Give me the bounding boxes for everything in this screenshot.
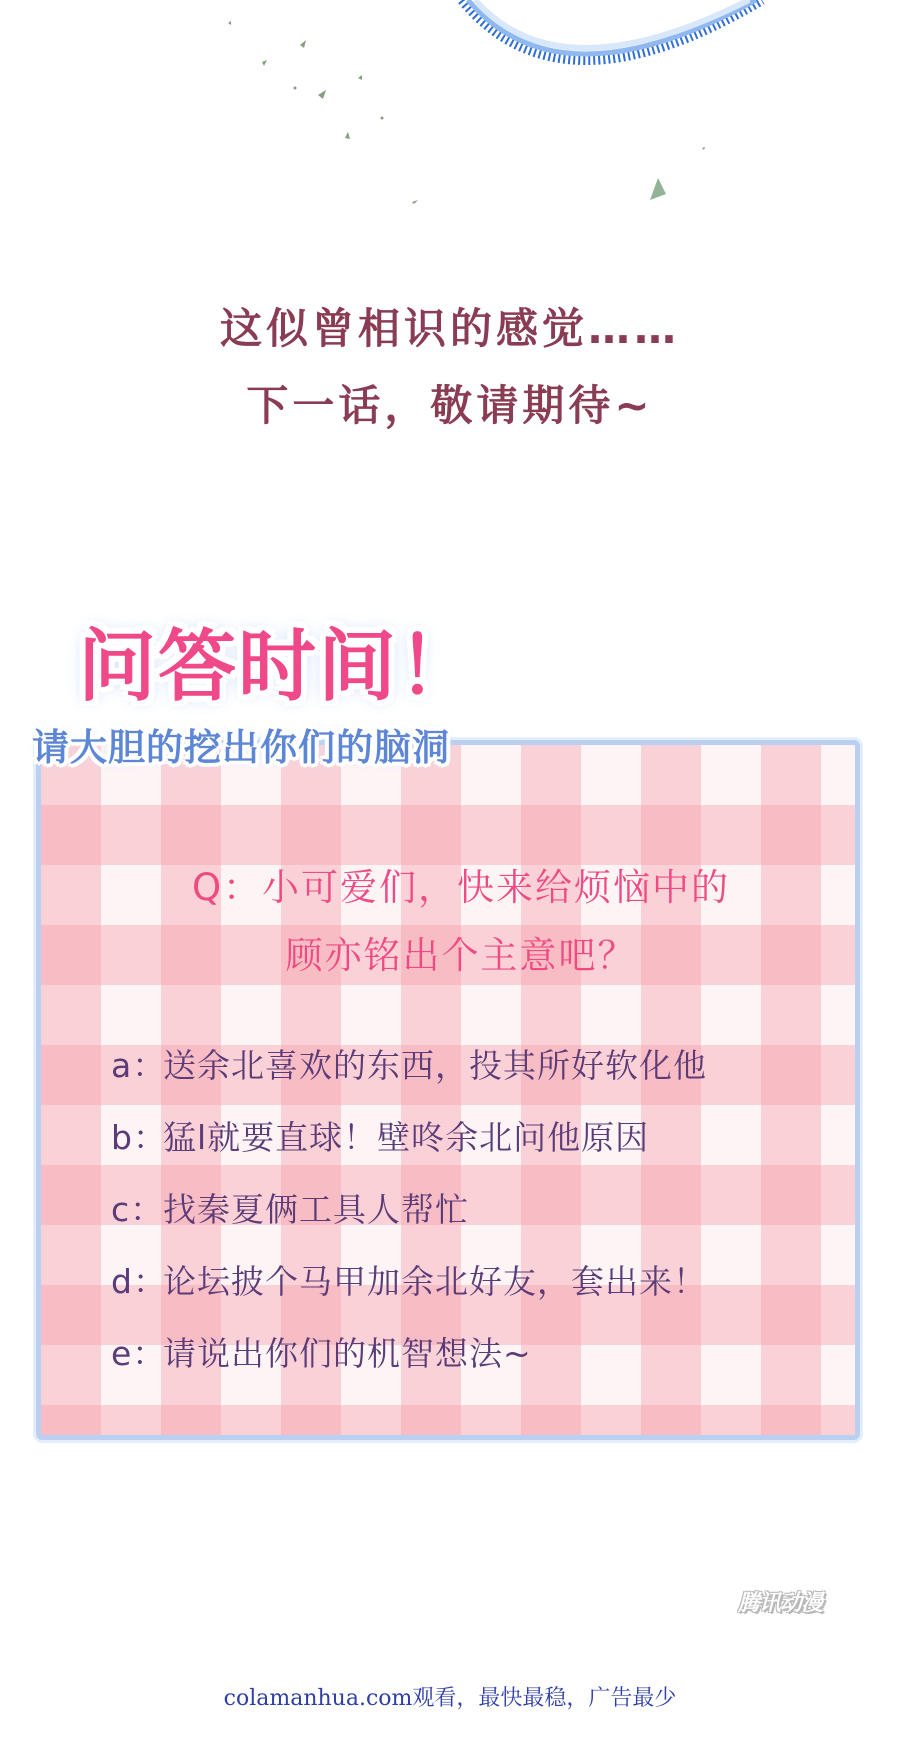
option-d: [111, 1246, 707, 1318]
qa-board: [36, 740, 860, 1440]
option-key: c：: [111, 1190, 165, 1229]
top-artwork: [0, 0, 900, 230]
option-text: 请说出你们的机智想法~: [163, 1334, 532, 1373]
option-text: 找秦夏俩工具人帮忙: [163, 1190, 469, 1229]
blue-halo-arc-icon: [462, 0, 762, 60]
tencent-comic-watermark: 腾讯动漫: [738, 1591, 823, 1616]
question-line-1: Q：小可爱们，快来给烦恼中的: [191, 866, 731, 909]
option-text: 送余北喜欢的东西，投其所好软化他: [163, 1046, 707, 1085]
question-line-2: 顾亦铭出个主意吧？: [285, 934, 637, 977]
qa-subtitle: 请大胆的挖出你们的脑洞: [32, 726, 450, 769]
qa-title: 问答时间！: [78, 622, 479, 712]
option-text: 猛l就要直球！壁咚余北问他原因: [163, 1118, 650, 1157]
option-b: [111, 1102, 707, 1174]
option-key: d：: [111, 1262, 167, 1301]
footer-note[interactable]: colamanhua.com观看，最快最稳，广告最少: [223, 1686, 677, 1711]
option-key: e：: [111, 1334, 167, 1373]
teaser-line-1: 这似曾相识的感觉……: [219, 304, 680, 353]
option-c: [111, 1174, 707, 1246]
option-text: 论坛披个马甲加余北好友，套出来！: [163, 1262, 707, 1301]
answer-options: [111, 1030, 707, 1390]
option-e: [111, 1318, 707, 1390]
option-key: b：: [111, 1118, 167, 1157]
option-key: a：: [111, 1046, 167, 1085]
option-a: [111, 1030, 707, 1102]
teaser-line-2: 下一话，敬请期待~: [246, 381, 654, 430]
